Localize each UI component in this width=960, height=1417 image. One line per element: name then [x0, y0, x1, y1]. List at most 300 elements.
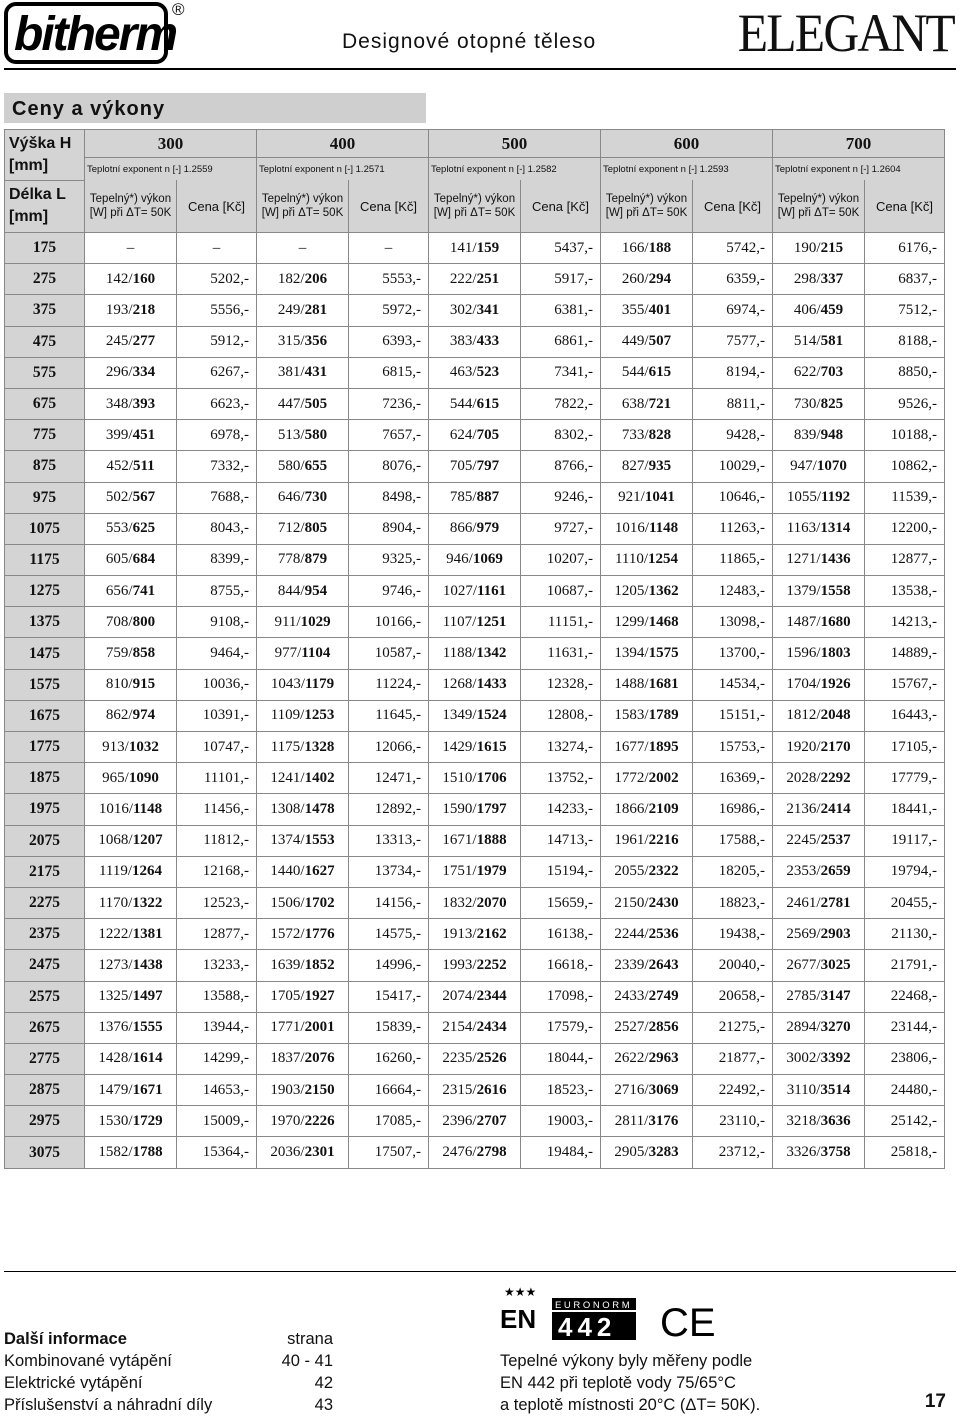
- price-cell: 16618,-: [521, 950, 601, 981]
- power-value-dt50: 1032: [128, 738, 159, 755]
- power-value-dt50: 2216: [648, 832, 679, 849]
- table-row: [5, 1043, 945, 1074]
- power-value-dt50: 2002: [648, 769, 679, 786]
- power-value-dt30: 302/: [449, 301, 477, 318]
- power-value-dt50: 1671: [132, 1081, 163, 1098]
- length-value: 975: [5, 482, 85, 513]
- power-value-dt50: 1192: [820, 489, 851, 506]
- power-value-dt50: 2322: [648, 863, 679, 880]
- power-cell: [601, 856, 693, 887]
- power-cell: [85, 1012, 177, 1043]
- price-cell: 5202,-: [177, 264, 257, 295]
- power-value-dt30: 141/: [449, 239, 477, 256]
- power-cell: [85, 825, 177, 856]
- power-cell: [257, 388, 349, 419]
- power-value-dt30: 381/: [277, 364, 305, 381]
- power-value-dt30: 605/: [105, 551, 133, 568]
- power-cell: [429, 233, 521, 264]
- power-value-dt30: 502/: [105, 489, 133, 506]
- price-cell: 18205,-: [693, 856, 773, 887]
- power-value-dt50: 2430: [648, 894, 679, 911]
- height-value-700: 700: [773, 130, 945, 158]
- price-cell: 24480,-: [865, 1075, 945, 1106]
- power-value-dt50: 2903: [820, 925, 851, 942]
- power-value-dt50: 1438: [132, 956, 163, 973]
- power-value-dt30: 646/: [277, 489, 305, 506]
- table-row: [5, 513, 945, 544]
- power-cell: [257, 887, 349, 918]
- price-cell: 5437,-: [521, 233, 601, 264]
- note-line: a teplotě místnosti 20°C (ΔT= 50K).: [500, 1396, 761, 1414]
- power-value-dt50: 730: [304, 489, 328, 506]
- power-cell: [257, 732, 349, 763]
- power-cell: [429, 1137, 521, 1168]
- price-cell: 7657,-: [349, 420, 429, 451]
- power-value-dt30: 2055/: [614, 863, 649, 880]
- power-cell: [773, 1106, 865, 1137]
- power-value-dt50: 703: [820, 364, 844, 381]
- power-value-dt30: 827/: [621, 457, 649, 474]
- power-cell: [773, 388, 865, 419]
- power-value-dt50: 1615: [476, 738, 507, 755]
- price-cell: 17105,-: [865, 732, 945, 763]
- price-cell: 9526,-: [865, 388, 945, 419]
- power-value-dt30: 182/: [277, 270, 305, 287]
- power-cell: [257, 420, 349, 451]
- price-cell: 19484,-: [521, 1137, 601, 1168]
- power-cell: [773, 700, 865, 731]
- price-column-header: Cena [Kč]: [521, 180, 601, 233]
- power-cell: [773, 950, 865, 981]
- power-value-dt50: 1322: [132, 894, 163, 911]
- price-cell: 23110,-: [693, 1106, 773, 1137]
- power-value-dt50: 1029: [300, 613, 331, 630]
- power-cell: [85, 482, 177, 513]
- price-cell: 15839,-: [349, 1012, 429, 1043]
- table-row: [5, 700, 945, 731]
- power-value-dt50: 705: [476, 426, 500, 443]
- length-value: 1375: [5, 607, 85, 638]
- power-value-dt30: 1163/: [786, 520, 821, 537]
- power-value-dt30: 1866/: [614, 800, 649, 817]
- power-cell: [85, 233, 177, 264]
- power-value-dt30: 2894/: [786, 1019, 821, 1036]
- price-cell: 11539,-: [865, 482, 945, 513]
- power-value-dt30: 1170/: [98, 894, 133, 911]
- power-value-dt30: 3326/: [786, 1144, 821, 1161]
- power-cell: [601, 887, 693, 918]
- power-value-dt30: 1175/: [270, 738, 305, 755]
- power-value-dt30: 2028/: [786, 769, 821, 786]
- power-value-dt50: 2749: [648, 988, 679, 1005]
- price-cell: 11101,-: [177, 763, 257, 794]
- power-value-dt30: 624/: [449, 426, 477, 443]
- power-cell: [257, 233, 349, 264]
- power-value-dt50: 1207: [132, 832, 163, 849]
- power-value-dt30: 222/: [449, 270, 477, 287]
- power-cell: [601, 544, 693, 575]
- power-value-dt50: 2643: [648, 956, 679, 973]
- power-value-dt30: 249/: [277, 301, 305, 318]
- power-value-dt50: 1555: [132, 1019, 163, 1036]
- price-cell: 19794,-: [865, 856, 945, 887]
- length-value: 2075: [5, 825, 85, 856]
- power-cell: [257, 638, 349, 669]
- power-cell: [773, 638, 865, 669]
- price-cell: 9428,-: [693, 420, 773, 451]
- power-cell: [773, 794, 865, 825]
- power-value-dt50: 741: [132, 582, 156, 599]
- price-cell: 17579,-: [521, 1012, 601, 1043]
- power-cell: [85, 576, 177, 607]
- table-row: [5, 388, 945, 419]
- power-value-dt30: 1440/: [270, 863, 305, 880]
- price-cell: 14156,-: [349, 887, 429, 918]
- power-cell: [773, 420, 865, 451]
- power-cell: [257, 1137, 349, 1168]
- power-value-dt50: 507: [648, 333, 672, 350]
- length-value: 2275: [5, 887, 85, 918]
- power-value-dt30: 1394/: [614, 645, 649, 662]
- power-value-dt30: 1222/: [98, 925, 133, 942]
- power-cell: [429, 700, 521, 731]
- power-cell: [601, 669, 693, 700]
- power-cell: [601, 264, 693, 295]
- price-cell: 25818,-: [865, 1137, 945, 1168]
- power-cell: [773, 264, 865, 295]
- power-value-dt30: 1325/: [98, 988, 133, 1005]
- power-value-dt50: 2963: [648, 1050, 679, 1067]
- length-value: 1175: [5, 544, 85, 575]
- price-cell: 9727,-: [521, 513, 601, 544]
- price-cell: 15659,-: [521, 887, 601, 918]
- power-cell: [85, 1137, 177, 1168]
- price-cell: 13233,-: [177, 950, 257, 981]
- length-value: 475: [5, 326, 85, 357]
- height-value-400: 400: [257, 130, 429, 158]
- power-value-dt30: 406/: [793, 301, 821, 318]
- price-cell: 5553,-: [349, 264, 429, 295]
- power-value-dt30: 1582/: [98, 1144, 133, 1161]
- price-cell: 13588,-: [177, 981, 257, 1012]
- power-cell: [257, 763, 349, 794]
- power-value-dt50: 1179: [304, 676, 335, 693]
- price-cell: 20658,-: [693, 981, 773, 1012]
- power-value-dt30: 1913/: [442, 925, 477, 942]
- length-value: 575: [5, 357, 85, 388]
- table-row: [5, 856, 945, 887]
- power-value-dt50: 2798: [476, 1144, 507, 1161]
- euronorm-label: EURONORM: [555, 1300, 633, 1311]
- product-name: ELEGANT: [737, 3, 954, 63]
- power-cell: [85, 856, 177, 887]
- measurement-note: [500, 1350, 760, 1416]
- power-cell: [773, 887, 865, 918]
- price-cell: 7688,-: [177, 482, 257, 513]
- power-value-dt30: 1596/: [786, 645, 821, 662]
- power-cell: [601, 1043, 693, 1074]
- price-cell: 17507,-: [349, 1137, 429, 1168]
- power-cell: [601, 1137, 693, 1168]
- power-value-dt50: 1468: [648, 613, 679, 630]
- price-cell: 18044,-: [521, 1043, 601, 1074]
- power-cell: [429, 669, 521, 700]
- power-value-dt50: 334: [132, 364, 156, 381]
- power-value-dt50: 805: [304, 520, 328, 537]
- registered-mark: ®: [172, 0, 185, 19]
- price-cell: 11224,-: [349, 669, 429, 700]
- power-value-dt50: 251: [476, 270, 500, 287]
- power-value-dt30: 1704/: [786, 676, 821, 693]
- note-line: EN 442 při teplotě vody 75/65°C: [500, 1374, 736, 1392]
- power-value-dt30: 1109/: [270, 707, 305, 724]
- power-value-dt50: 1314: [820, 520, 851, 537]
- power-cell: [773, 233, 865, 264]
- length-value: 2375: [5, 919, 85, 950]
- price-cell: 13538,-: [865, 576, 945, 607]
- length-value: 1775: [5, 732, 85, 763]
- power-value-dt30: 1043/: [270, 676, 305, 693]
- price-cell: 21877,-: [693, 1043, 773, 1074]
- power-value-dt30: 3110/: [786, 1081, 821, 1098]
- price-cell: 15767,-: [865, 669, 945, 700]
- power-cell: [85, 1043, 177, 1074]
- temperature-exponent: Teplotní exponent n [-] 1.2582: [429, 158, 601, 181]
- power-value-dt30: 166/: [621, 239, 649, 256]
- table-row: [5, 1012, 945, 1043]
- power-value-dt30: 447/: [277, 395, 305, 412]
- power-value-dt30: 449/: [621, 333, 649, 350]
- power-cell: [601, 388, 693, 419]
- power-cell: [429, 887, 521, 918]
- power-value-dt50: 2001: [304, 1019, 335, 1036]
- power-value-dt50: 215: [820, 239, 844, 256]
- power-value-dt50: 1253: [304, 707, 335, 724]
- power-cell: [257, 1012, 349, 1043]
- power-value-dt50: 1402: [304, 769, 335, 786]
- power-cell: [601, 950, 693, 981]
- power-value-dt50: 797: [476, 457, 500, 474]
- power-cell: [257, 264, 349, 295]
- price-cell: 19003,-: [521, 1106, 601, 1137]
- en-label: EN: [500, 1304, 537, 1334]
- power-value-dt30: 1832/: [442, 894, 477, 911]
- price-cell: 13700,-: [693, 638, 773, 669]
- power-cell: [429, 482, 521, 513]
- price-cell: 23712,-: [693, 1137, 773, 1168]
- power-value-dt30: 2244/: [614, 925, 649, 942]
- price-cell: 14233,-: [521, 794, 601, 825]
- stars-icon: ★★★: [504, 1285, 537, 1299]
- power-value-dt30: 2527/: [614, 1019, 649, 1036]
- price-cell: 12523,-: [177, 887, 257, 918]
- length-value: 2175: [5, 856, 85, 887]
- power-value-dt30: 1639/: [270, 956, 305, 973]
- price-cell: 9108,-: [177, 607, 257, 638]
- price-cell: 13734,-: [349, 856, 429, 887]
- power-cell: [773, 856, 865, 887]
- power-value-dt50: 523: [476, 364, 500, 381]
- price-column-header: Cena [Kč]: [865, 180, 945, 233]
- price-cell: 16443,-: [865, 700, 945, 731]
- height-value-500: 500: [429, 130, 601, 158]
- power-value-dt30: 1068/: [98, 832, 133, 849]
- price-cell: 8302,-: [521, 420, 601, 451]
- power-value-dt50: 825: [820, 395, 844, 412]
- power-cell: [601, 420, 693, 451]
- power-value-dt30: 977/: [274, 645, 302, 662]
- power-cell: [429, 981, 521, 1012]
- price-cell: 12877,-: [865, 544, 945, 575]
- price-cell: 12328,-: [521, 669, 601, 700]
- price-cell: 10687,-: [521, 576, 601, 607]
- power-cell: [257, 700, 349, 731]
- power-value-dt30: 810/: [105, 676, 133, 693]
- power-value-dt30: 1349/: [442, 707, 477, 724]
- table-row: [5, 887, 945, 918]
- power-cell: [773, 825, 865, 856]
- price-cell: 7577,-: [693, 326, 773, 357]
- power-cell: [601, 638, 693, 669]
- price-cell: 7512,-: [865, 295, 945, 326]
- power-value-dt50: 188: [648, 239, 672, 256]
- power-value-dt30: 2339/: [614, 956, 649, 973]
- price-cell: 14996,-: [349, 950, 429, 981]
- price-cell: 13313,-: [349, 825, 429, 856]
- power-value-dt30: 2245/: [786, 832, 821, 849]
- power-value-dt50: 2048: [820, 707, 851, 724]
- power-value-dt30: 1506/: [270, 894, 305, 911]
- price-cell: 6381,-: [521, 295, 601, 326]
- power-cell: [773, 607, 865, 638]
- power-value-dt30: 513/: [277, 426, 305, 443]
- power-cell: [773, 732, 865, 763]
- table-row: [5, 264, 945, 295]
- price-cell: 5556,-: [177, 295, 257, 326]
- power-cell: [429, 513, 521, 544]
- power-value-dt50: 1362: [648, 582, 679, 599]
- power-value-dt30: 544/: [449, 395, 477, 412]
- power-value-dt50: 954: [304, 582, 328, 599]
- length-value: 1075: [5, 513, 85, 544]
- power-value-dt30: 1488/: [614, 676, 649, 693]
- power-value-dt50: 3270: [820, 1019, 851, 1036]
- price-cell: 11263,-: [693, 513, 773, 544]
- power-cell: [773, 576, 865, 607]
- power-value-dt30: 2785/: [786, 988, 821, 1005]
- power-value-dt50: 1090: [128, 769, 159, 786]
- price-cell: 8399,-: [177, 544, 257, 575]
- price-cell: 15753,-: [693, 732, 773, 763]
- temperature-exponent: Teplotní exponent n [-] 1.2571: [257, 158, 429, 181]
- power-value-dt30: 142/: [105, 270, 133, 287]
- power-cell: [257, 544, 349, 575]
- power-cell: [601, 732, 693, 763]
- price-cell: 8498,-: [349, 482, 429, 513]
- power-value-dt30: 348/: [105, 395, 133, 412]
- price-cell: 12877,-: [177, 919, 257, 950]
- price-cell: 14889,-: [865, 638, 945, 669]
- power-value-dt30: 1107/: [442, 613, 477, 630]
- price-cell: 14534,-: [693, 669, 773, 700]
- power-value-dt30: 913/: [102, 738, 129, 755]
- power-value-dt30: 3002/: [786, 1050, 821, 1067]
- length-value: 2875: [5, 1075, 85, 1106]
- power-value-dt30: 2396/: [442, 1112, 477, 1129]
- power-cell: [601, 794, 693, 825]
- power-value-dt30: 778/: [277, 551, 305, 568]
- power-value-dt30: 946/: [446, 551, 473, 568]
- power-value-dt50: 655: [304, 457, 328, 474]
- power-value-dt50: 1979: [476, 863, 507, 880]
- height-header: Výška H [mm]: [5, 130, 85, 181]
- power-value-dt30: 2235/: [442, 1050, 477, 1067]
- price-cell: 7236,-: [349, 388, 429, 419]
- price-power-table: [4, 129, 945, 1169]
- power-value-dt50: 2659: [820, 863, 851, 880]
- power-cell: [85, 763, 177, 794]
- power-value-dt30: 965/: [102, 769, 129, 786]
- table-row: [5, 420, 945, 451]
- table-row: [5, 794, 945, 825]
- power-value-dt50: 1702: [304, 894, 335, 911]
- price-cell: 11631,-: [521, 638, 601, 669]
- power-value-dt50: 294: [648, 270, 672, 287]
- info-item-page: 43: [314, 1396, 333, 1414]
- length-value: 1275: [5, 576, 85, 607]
- power-value-dt30: 733/: [621, 426, 649, 443]
- power-value-dt30: 1479/: [98, 1081, 133, 1098]
- power-cell: [773, 1137, 865, 1168]
- power-value-dt30: 1970/: [270, 1112, 305, 1129]
- table-row: [5, 1075, 945, 1106]
- power-value-dt50: 2344: [476, 988, 507, 1005]
- length-value: 1575: [5, 669, 85, 700]
- price-cell: 15009,-: [177, 1106, 257, 1137]
- info-item-label: Příslušenství a náhradní díly: [4, 1396, 213, 1414]
- price-cell: 12808,-: [521, 700, 601, 731]
- power-value-dt50: 1069: [472, 551, 503, 568]
- power-cell: [601, 326, 693, 357]
- price-cell: 8188,-: [865, 326, 945, 357]
- power-value-dt30: 2154/: [442, 1019, 477, 1036]
- power-value-dt30: 1308/: [270, 800, 305, 817]
- power-value-dt50: 935: [648, 457, 672, 474]
- power-cell: [85, 295, 177, 326]
- table-row: [5, 482, 945, 513]
- power-cell: [601, 981, 693, 1012]
- power-value-dt30: 759/: [105, 645, 133, 662]
- power-cell: [257, 669, 349, 700]
- power-value-dt50: 1895: [648, 738, 679, 755]
- power-cell: [85, 638, 177, 669]
- price-column-header: Cena [Kč]: [693, 180, 773, 233]
- power-value-dt50: 1553: [304, 832, 335, 849]
- power-value-dt30: 1299/: [614, 613, 649, 630]
- power-cell: [773, 1043, 865, 1074]
- price-cell: 14575,-: [349, 919, 429, 950]
- price-cell: 6623,-: [177, 388, 257, 419]
- power-value-dt30: 1268/: [442, 676, 477, 693]
- power-cell: [773, 295, 865, 326]
- power-value-dt50: 3514: [820, 1081, 851, 1098]
- power-cell: [601, 700, 693, 731]
- power-cell: [85, 1075, 177, 1106]
- table-row: [5, 669, 945, 700]
- power-cell: [601, 451, 693, 482]
- power-value-dt30: 2136/: [786, 800, 821, 817]
- price-cell: 10188,-: [865, 420, 945, 451]
